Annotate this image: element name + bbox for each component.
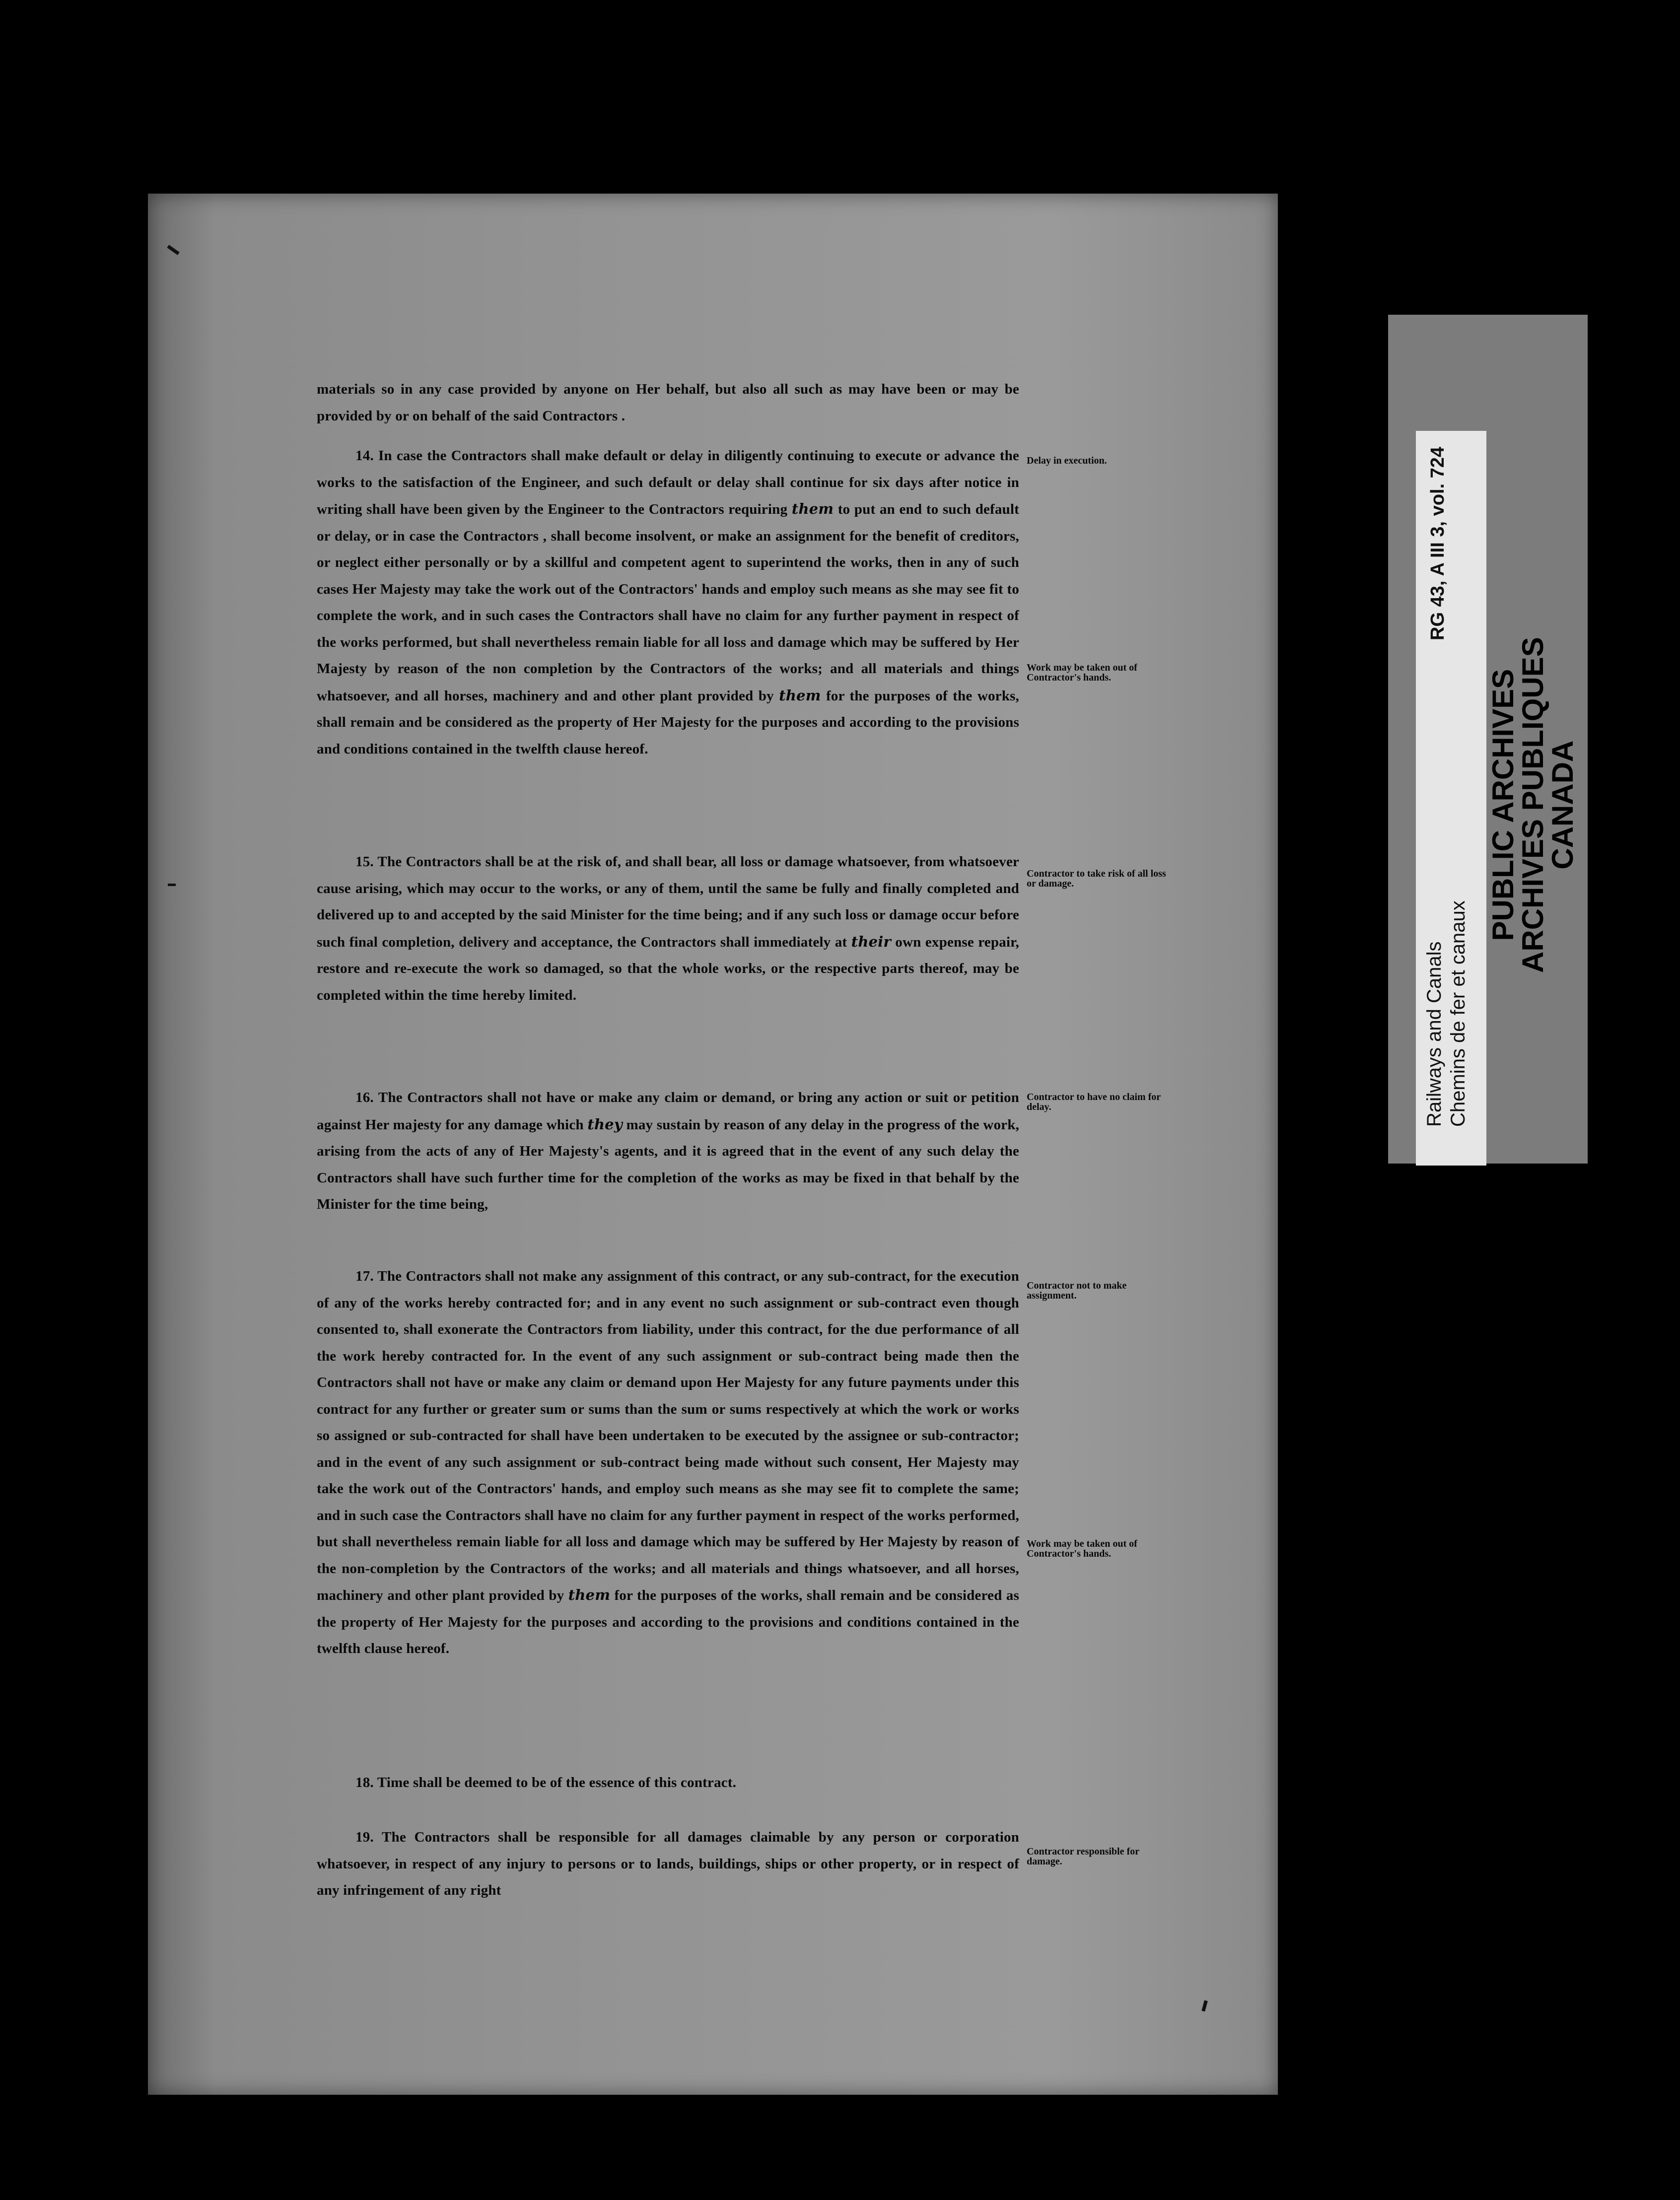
clause-17-text-a: 17. The Contractors shall not make any assignment of this contract, or any sub-contract, for the execution of any of the works hereby contracted for; and in any event no such assignment or sub-contract even though consented to, shall exonerate the Contractors from liability, under this contract, for the due performance of all the work hereby contracted for. In the event of any such assignment or sub-contract being made then the Contractors shall not have or make any claim or demand upon Her Majesty for any future payments under this contract for any further or greater sum or sums than the sum or sums respectively at which the work or works so assigned or sub-contracted for shall have been undertaken to be executed by the assignee or sub-contractor; and in the event of any such assignment or sub-contract being made without such consent, Her Majesty may take the work out of the Contractors' hands, and employ such means as she may see fit to complete the same; and in such case the Contractors shall have no claim for any further payment in respect of the works performed, but shall nevertheless remain liable for all loss and damage which may be suffered by Her Majesty by reason of the non-completion by the Contractors of the works; and all materials and things whatsoever, and all horses, machinery and other plant provided by	[317, 1268, 1019, 1603]
margin-note-damage: Contractor responsible for damage.	[1027, 1846, 1139, 1867]
clause-14-handwritten-1: them	[791, 500, 834, 517]
ink-mark	[167, 245, 179, 255]
clause-15-text-a: 15. The Contractors shall be at the risk of, and shall bear, all loss or damage whatsoever, from whatsoever cause arising, which may occur to the works, or any of them, until the same be fully and finally completed and delivered up to and accepted by the said Minister for the time being; and if any such loss or damage occur before such final completion, delivery and acceptance, the Contractors shall immediately at	[317, 854, 1019, 950]
archive-name-french: ARCHIVES PUBLIQUES	[1516, 637, 1549, 973]
clause-16	[317, 1085, 1019, 1218]
opening-paragraph: materials so in any case provided by anyone on Her behalf, but also all such as may have been or may be provided by or on behalf of the said Contractors .	[317, 381, 1019, 424]
margin-note-work-taken-out: Work may be taken out of Contractor's hands.	[1027, 662, 1137, 683]
ink-mark	[168, 884, 176, 886]
series-english: Railways and Canals	[1423, 941, 1445, 1127]
clause-14-text-c: for the purposes of the works, shall remain and be considered as the property of Her Majesty for the purposes and according to the provisions and conditions contained in the twelfth clause hereof.	[317, 688, 1019, 757]
clause-19: 19. The Contractors shall be responsible for all damages claimable by any person or corporation whatsoever, in respect of any injury to persons or to lands, buildings, ships or other property, or in respect of any infringement of any right	[317, 1829, 1019, 1898]
margin-note-delay: Delay in execution.	[1027, 455, 1107, 466]
series-french: Chemins de fer et canaux	[1447, 900, 1469, 1127]
ink-mark	[1201, 2000, 1207, 2011]
clause-15-text-b: own expense repair, restore and re-execute the work so damaged, so that the whole works, or the respective parts thereof, may be completed within the time hereby limited.	[317, 934, 1019, 1003]
margin-note-no-claim: Contractor to have no claim for delay.	[1027, 1092, 1161, 1112]
clause-17-text-b: for the purposes of the works, shall remain and be considered as the property of Her Majesty for the purposes and according to the provisions and conditions contained in the twelfth clause hereof.	[317, 1587, 1019, 1656]
document-page	[148, 194, 1278, 2095]
clause-14-text-a: 14. In case the Contractors shall make default or delay in diligently continuing to execute or advance the works to the satisfaction of the Engineer, and such default or delay shall continue for six days after notice in writing shall have been given by the Engineer to the Contractors requiring	[317, 448, 1019, 517]
clause-16-text-b: may sustain by reason of any delay in the progress of the work, arising from the acts of any of Her Majesty's agents, and it is agreed that in the event of any such delay the Contractors shall have such further time for the completion of the works as may be fixed in that behalf by the Minister for the time being,	[317, 1116, 1019, 1212]
clause-15-handwritten: their	[851, 933, 891, 950]
clause-17-handwritten: them	[568, 1586, 611, 1603]
margin-note-work-taken-out-2: Work may be taken out of Contractor's hands.	[1027, 1538, 1137, 1559]
margin-note-no-assignment: Contractor not to make assignment.	[1027, 1280, 1127, 1301]
clause-16-handwritten: they	[587, 1115, 623, 1133]
archive-reference: RG 43, A III 3, vol. 724	[1427, 446, 1448, 640]
clause-14-handwritten-2: them	[779, 687, 821, 704]
clause-16-text-a: 16. The Contractors shall not have or make any claim or demand, or bring any action or suit or petition against Her majesty for any damage which	[317, 1090, 1019, 1133]
archive-country: CANADA	[1546, 740, 1579, 870]
archive-series-label	[1422, 900, 1470, 1127]
clause-17	[317, 1263, 1019, 1662]
margin-note-risk: Contractor to take risk of all loss or damage.	[1027, 868, 1166, 889]
archive-name-block	[1488, 637, 1578, 973]
clause-15	[317, 849, 1019, 1009]
clause-14-text-b: to put an end to such default or delay, or in case the Contractors , shall become insolvent, or make an assignment for the benefit of creditors, or neglect either personally or by a skillful and competent agent to superintend the works, then in any of such cases Her Majesty may take the work out of the Contractors' hands and employ such means as she may see fit to complete the work, and in such cases the Contractors shall have no claim for any further payment in respect of the works performed, but shall nevertheless remain liable for all loss and damage which may be suffered by Her Majesty by reason of the non completion by the Contractors of the works; and all materials and things whatsoever, and all horses, machinery and and other plant provided by	[317, 501, 1019, 704]
clause-18: 18. Time shall be deemed to be of the essence of this contract.	[355, 1775, 737, 1790]
clause-14	[317, 443, 1019, 762]
archive-name-english: PUBLIC ARCHIVES	[1486, 669, 1520, 941]
